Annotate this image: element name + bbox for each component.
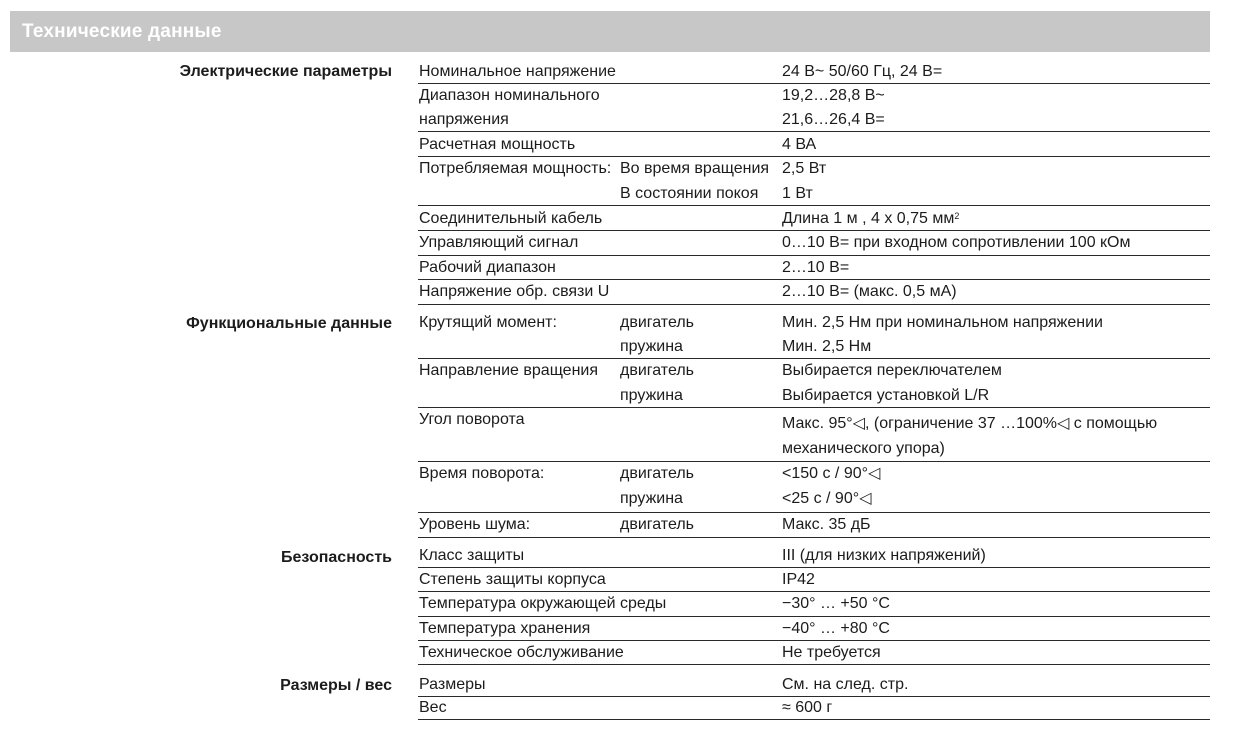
section-label: Электрические параметры	[179, 63, 392, 80]
table-row	[418, 60, 1210, 84]
param-name: Угол поворота	[419, 411, 525, 428]
param-value: 21,6…26,4 В=	[782, 111, 885, 128]
param-value: <150 с / 90°◁	[782, 465, 881, 482]
table-row	[418, 697, 1210, 720]
param-value: IP42	[782, 571, 815, 588]
table-row	[418, 280, 1210, 305]
param-value: Не требуется	[782, 644, 881, 661]
section-label: Функциональные данные	[186, 315, 392, 332]
param-subname: пружина	[620, 387, 683, 404]
param-name: Уровень шума:	[419, 516, 531, 533]
section-label: Размеры / вес	[280, 677, 392, 694]
param-value: 19,2…28,8 В~	[782, 87, 885, 104]
table-row	[418, 617, 1210, 641]
param-value: III (для низких напряжений)	[782, 547, 986, 564]
param-value: Выбирается переключателем	[782, 362, 1002, 379]
param-value: 24 В~ 50/60 Гц, 24 В=	[782, 63, 943, 80]
superscript: 2	[954, 211, 960, 221]
param-name: Температура хранения	[419, 620, 591, 637]
param-name: Напряжение обр. связи U	[419, 283, 610, 300]
table-row	[418, 641, 1210, 665]
param-name: Техническое обслуживание	[419, 644, 624, 661]
param-value: См. на след. стр.	[782, 676, 909, 693]
table-row	[418, 84, 1210, 132]
param-name: Номинальное напряжение	[419, 63, 616, 80]
table-row	[418, 513, 1210, 538]
table-row	[418, 157, 1210, 206]
param-value: Выбирается установкой L/R	[782, 387, 990, 404]
param-subname: Во время вращения	[620, 160, 770, 177]
table-row	[418, 256, 1210, 280]
param-subname: пружина	[620, 490, 683, 507]
table-row	[418, 408, 1210, 462]
param-name: Класс защиты	[419, 547, 525, 564]
page-title: Технические данные	[22, 21, 222, 42]
param-name: Расчетная мощность	[419, 136, 576, 153]
param-value: Макс. 95°◁, (ограничение 37 …100%◁ с помощью	[782, 415, 1158, 432]
param-name: Соединительный кабель	[419, 210, 603, 227]
param-subname: двигатель	[620, 516, 694, 533]
section-header-bar	[10, 11, 1210, 52]
param-value: 2…10 В= (макс. 0,5 мА)	[782, 283, 957, 300]
table-row	[418, 592, 1210, 617]
param-name: напряжения	[419, 111, 509, 128]
param-value: Мин. 2,5 Нм при номинальном напряжении	[782, 314, 1103, 331]
param-value: <25 с / 90°◁	[782, 490, 872, 507]
section-label: Безопасность	[281, 549, 392, 566]
param-value: 0…10 В= при входном сопротивлении 100 кОм	[782, 234, 1131, 251]
param-subname: двигатель	[620, 362, 694, 379]
param-name: Время поворота:	[419, 465, 545, 482]
param-name: Степень защиты корпуса	[419, 571, 606, 588]
table-row	[418, 568, 1210, 592]
param-subname: пружина	[620, 338, 683, 355]
param-value: 4 ВА	[782, 136, 817, 153]
param-name: Управляющий сигнал	[419, 234, 579, 251]
param-name: Потребляемая мощность:	[419, 160, 612, 177]
param-name: Рабочий диапазон	[419, 259, 556, 276]
param-name: Вес	[419, 699, 447, 716]
table-row	[418, 231, 1210, 256]
param-name: Размеры	[419, 676, 486, 693]
param-value: Мин. 2,5 Нм	[782, 338, 872, 355]
param-value: −40° … +80 °C	[782, 620, 890, 637]
table-row	[418, 206, 1210, 231]
table-row	[418, 462, 1210, 513]
param-name: Крутящий момент:	[419, 314, 557, 331]
param-subname: двигатель	[620, 465, 694, 482]
table-row	[418, 311, 1210, 359]
param-value: −30° … +50 °C	[782, 595, 890, 612]
table-row	[418, 673, 1210, 697]
table-row	[418, 359, 1210, 408]
param-name: Температура окружающей среды	[419, 595, 667, 612]
param-value: 2…10 В=	[782, 259, 850, 276]
table-row	[418, 132, 1210, 157]
param-value: механического упора)	[782, 440, 945, 457]
param-value: 1 Вт	[782, 185, 813, 202]
table-row	[418, 544, 1210, 568]
param-subname: двигатель	[620, 314, 694, 331]
param-name: Направление вращения	[419, 362, 599, 379]
param-value: ≈ 600 г	[782, 699, 833, 716]
param-name: Диапазон номинального	[419, 87, 600, 104]
param-value: Макс. 35 дБ	[782, 516, 871, 533]
param-value: Длина 1 м , 4 x 0,75 $мм^2$	[782, 210, 960, 227]
param-subname: В состоянии покоя	[620, 185, 759, 202]
param-value: 2,5 Вт	[782, 160, 827, 177]
